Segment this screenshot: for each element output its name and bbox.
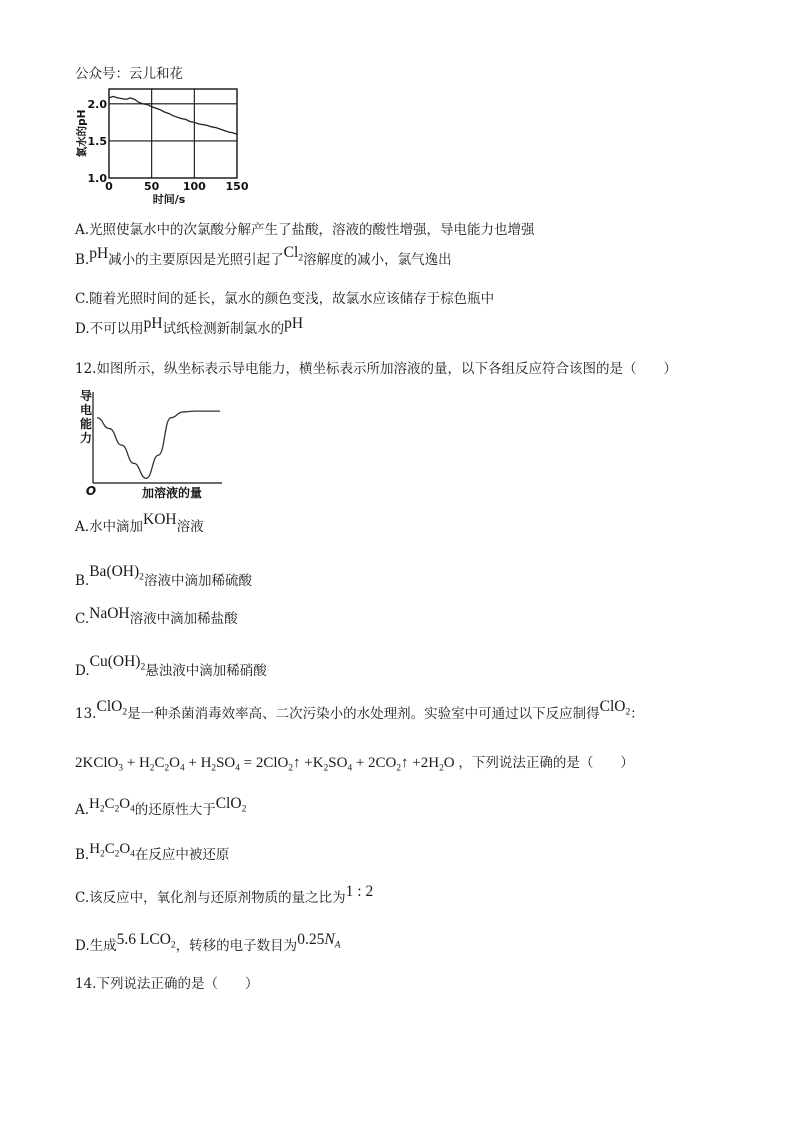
ph-formula: pH — [143, 315, 163, 332]
electron-count-formula — [297, 931, 341, 951]
origin-label: O — [85, 484, 97, 498]
formula-part: (OH) — [106, 563, 140, 580]
q12-option-d — [75, 653, 267, 680]
eq-part: ↑ +2H — [401, 755, 440, 771]
option-text: 的还原性大于 — [134, 802, 216, 818]
formula-part: 0.25 — [297, 931, 325, 948]
q11-option-d — [75, 315, 304, 338]
eq-part: SO — [216, 755, 236, 771]
q12-option-b — [75, 563, 252, 590]
q12-option-a — [75, 511, 204, 536]
stem-text: 是一种杀菌消毒效率高、二次污染小的水处理剂。实验室中可通过以下反应制得 — [127, 706, 600, 722]
formula-part: O — [119, 796, 131, 812]
formula-sub: A — [334, 939, 341, 951]
cuoh2-formula — [89, 653, 146, 673]
h2c2o4-formula — [89, 841, 135, 860]
baoh2-formula — [89, 563, 144, 583]
y-axis-title-char: 电 — [79, 403, 93, 417]
formula-part: ClO — [599, 698, 626, 715]
option-text: D.生成 — [75, 938, 117, 954]
eq-part: 2KClO — [75, 755, 119, 771]
ph-series-line — [109, 96, 237, 134]
eq-sub: 2 — [288, 763, 294, 774]
formula-part: N — [324, 931, 335, 948]
option-text: 减小的主要原因是光照引起了 — [108, 252, 284, 268]
option-text: 溶液中滴加稀硫酸 — [143, 573, 252, 589]
option-letter: B. — [75, 847, 90, 863]
option-text: 溶液 — [176, 519, 204, 535]
formula-sub: 4 — [130, 804, 135, 815]
y-axis-title: 氯水的pH — [76, 109, 88, 158]
conductivity-curve — [97, 411, 220, 478]
formula-sub: 2 — [625, 706, 631, 718]
h2c2o4-formula — [89, 796, 135, 815]
y-tick-label: 1.5 — [87, 134, 107, 148]
eq-sub: 2 — [211, 763, 217, 774]
q11-option-b — [75, 244, 452, 269]
eq-part: + H — [184, 755, 212, 771]
y-tick-label: 2.0 — [87, 97, 107, 111]
formula-sub: 2 — [114, 849, 120, 860]
formula-sub: 2 — [99, 804, 105, 815]
eq-sub: 2 — [396, 763, 402, 774]
formula-sub: 2 — [114, 804, 120, 815]
q13-stem — [75, 698, 644, 723]
formula-part: C — [104, 841, 115, 857]
plot-frame — [109, 89, 237, 178]
ph-formula: pH — [89, 245, 109, 262]
formula-sub: 4 — [130, 849, 135, 860]
cl2-formula — [283, 244, 304, 264]
formula-part: Cl — [283, 244, 299, 261]
q13-equation-line — [75, 754, 634, 772]
option-text: 溶解度的减小，氯气逸出 — [303, 252, 452, 268]
formula-sub: 2 — [298, 252, 304, 264]
eq-sub: 4 — [347, 763, 353, 774]
formula-sub: 2 — [122, 706, 128, 718]
eq-sub: 2 — [323, 763, 329, 774]
x-tick-label: 150 — [225, 180, 249, 193]
eq-sub: 3 — [118, 763, 123, 774]
eq-sub: 2 — [439, 763, 444, 774]
clo2-formula — [215, 795, 247, 815]
x-tick-label: 50 — [144, 180, 160, 193]
formula-part: C — [104, 796, 115, 812]
ph-formula: pH — [284, 315, 304, 332]
option-text: D.不可以用 — [75, 321, 144, 337]
formula-part: Cu — [89, 653, 108, 670]
option-text: 溶液中滴加稀盐酸 — [129, 611, 238, 627]
q13-option-c — [75, 883, 374, 907]
option-text: A.水中滴加 — [75, 519, 144, 535]
q12-stem: 12.如图所示，纵坐标表示导电能力，横坐标表示所加溶液的量，以下各组反应符合该图的是（ ） — [75, 361, 677, 377]
eq-part: O — [443, 755, 455, 771]
option-letter: B. — [75, 573, 90, 589]
q13-option-b — [75, 841, 230, 864]
formula-sub: 2 — [170, 939, 176, 951]
q11-option-a: A.光照使氯水中的次氯酸分解产生了盐酸，溶液的酸性增强，导电能力也增强 — [75, 222, 535, 238]
q14-stem: 14.下列说法正确的是（ ） — [75, 976, 259, 992]
stem-text: ，下列说法正确的是（ ） — [458, 755, 634, 771]
eq-part: ↑ +K — [293, 755, 324, 771]
formula-part: O — [119, 841, 131, 857]
clo2-formula — [96, 698, 128, 718]
formula-sub: 2 — [139, 571, 144, 583]
q11-ph-chart — [76, 84, 256, 204]
volume-formula — [116, 931, 176, 951]
formula-part: (OH) — [107, 653, 141, 670]
x-tick-label: 0 — [105, 180, 113, 193]
stem-text: ： — [630, 706, 644, 722]
clo2-formula — [599, 698, 631, 718]
formula-part: Ba — [89, 563, 107, 580]
formula-sub: 2 — [241, 803, 247, 815]
eq-part: + 2CO — [352, 755, 397, 771]
eq-part: SO — [328, 755, 348, 771]
eq-part: C — [154, 755, 165, 771]
formula-part: ClO — [215, 795, 242, 812]
formula-sub: 2 — [100, 849, 105, 860]
naoh-formula: NaOH — [89, 605, 130, 622]
option-text: 悬浊液中滴加稀硝酸 — [145, 663, 267, 679]
formula-part: 5.6 LCO — [116, 931, 171, 948]
eq-part: + H — [123, 755, 150, 771]
q12-option-c — [75, 605, 238, 628]
option-text: C.该反应中，氧化剂与还原剂物质的量之比为 — [75, 890, 346, 906]
option-letter: C. — [75, 611, 90, 627]
formula-part: ClO — [96, 698, 123, 715]
eq-sub: 2 — [164, 763, 170, 774]
reaction-equation — [75, 755, 458, 774]
option-text: 试纸检测新制氯水的 — [162, 321, 285, 337]
option-letter: B. — [75, 252, 90, 268]
y-axis-title-char: 能 — [79, 417, 93, 431]
y-axis-title-char: 力 — [79, 431, 93, 445]
y-axis-title-char: 导 — [79, 389, 93, 403]
question-number: 13. — [75, 706, 97, 722]
option-letter: A. — [75, 802, 90, 818]
x-axis-title: 加溶液的量 — [141, 486, 203, 500]
koh-formula: KOH — [143, 511, 177, 528]
option-text: ，转移的电子数目为 — [175, 938, 298, 954]
q13-option-d — [75, 931, 341, 955]
q12-conductivity-chart — [76, 386, 236, 506]
formula-sub: 2 — [140, 661, 146, 673]
option-letter: D. — [75, 663, 90, 679]
q13-option-a — [75, 795, 247, 819]
eq-part: = 2ClO — [239, 755, 289, 771]
formula-part: H — [89, 841, 101, 857]
account-label: 公众号：云儿和花 — [75, 66, 183, 82]
eq-sub: 4 — [179, 763, 185, 774]
x-axis-title: 时间/s — [152, 193, 186, 204]
x-tick-label: 100 — [182, 180, 206, 193]
option-text: 在反应中被还原 — [134, 847, 230, 863]
eq-sub: 4 — [235, 763, 240, 774]
formula-part: H — [89, 796, 100, 812]
eq-part: O — [169, 755, 180, 771]
eq-sub: 2 — [149, 763, 155, 774]
y-tick-label: 1.0 — [87, 172, 107, 185]
ratio-formula: 1 : 2 — [345, 883, 374, 900]
q11-option-c: C.随着光照时间的延长，氯水的颜色变浅，故氯水应该储存于棕色瓶中 — [75, 291, 495, 307]
